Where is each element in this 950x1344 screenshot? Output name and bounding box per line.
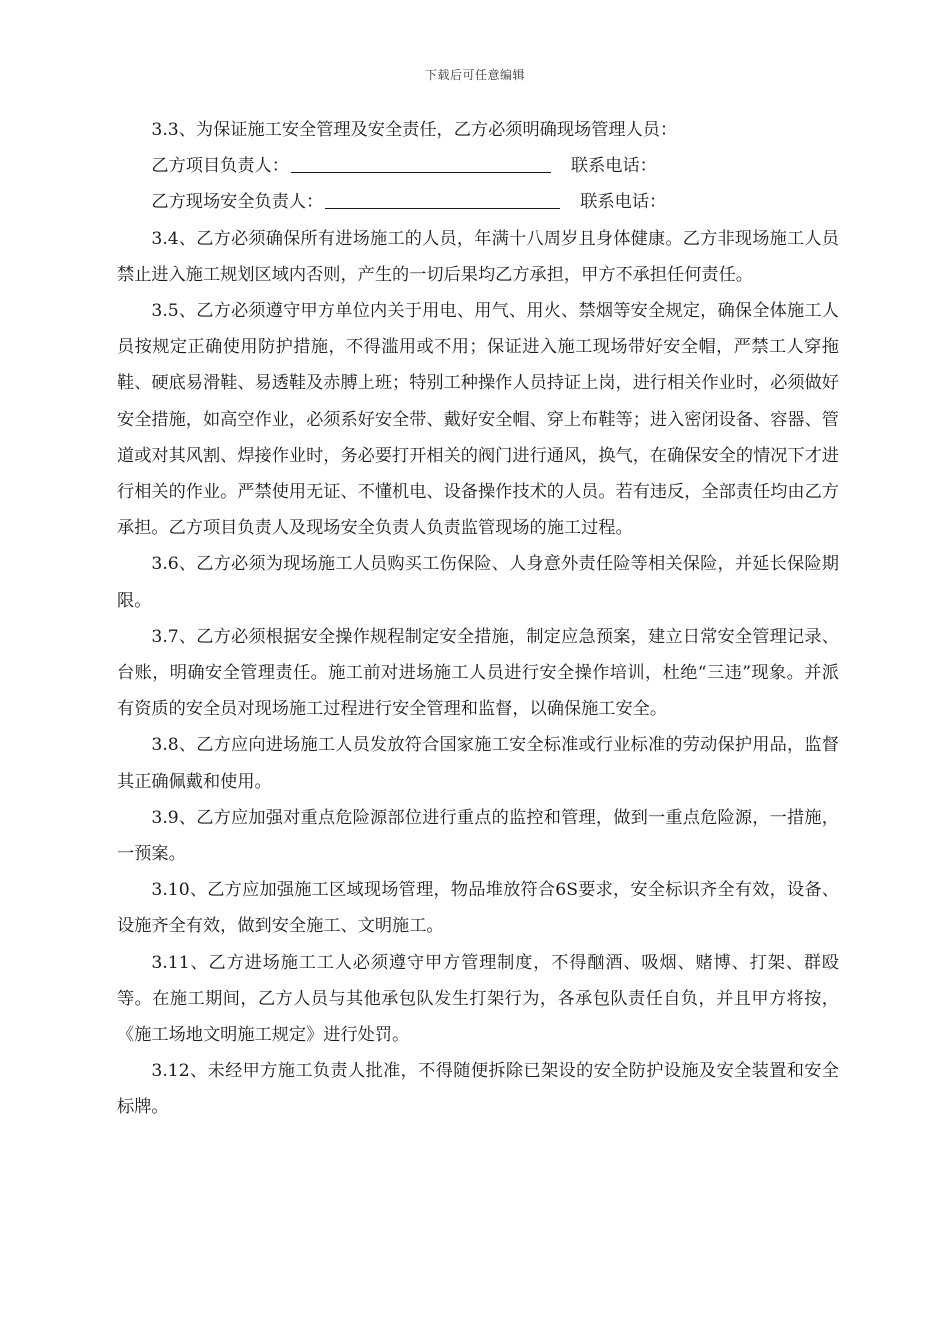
- clause-3-6: 3.6、乙方必须为现场施工人员购买工伤保险、人身意外责任险等相关保险，并延长保险期限。: [117, 554, 839, 611]
- clause-3-5: 3.5、乙方必须遵守甲方单位内关于用电、用气、用火、禁烟等安全规定，确保全体施工人员按规定正确使用防护措施，不得滥用或不用；保证进入施工现场带好安全帽，严禁工人穿拖鞋、硬底易滑鞋、易透鞋及赤膊上班；特别工种操作人员持证上岗，进行相关作业时，必须做好安全措施，如高空作业，必须系好安全带、戴好安全帽、穿上布鞋等；进入密闭设备、容器、管道或对其风割、焊接作业时，务必要打开相关的阀门进行通风，换气，在确保安全的情况下才进行相关的作业。严禁使用无证、不懂机电、设备操作技术的人员。若有违反，全部责任均由乙方承担。乙方项目负责人及现场安全负责人负责监管现场的施工过程。: [117, 301, 839, 539]
- project-manager-input[interactable]: [291, 150, 551, 173]
- safety-manager-input[interactable]: [325, 186, 560, 209]
- clause-3-8: 3.8、乙方应向进场施工人员发放符合国家施工安全标准或行业标准的劳动保护用品，监督其正确佩戴和使用。: [117, 735, 839, 792]
- clause-3-7: 3.7、乙方必须根据安全操作规程制定安全措施，制定应急预案，建立日常安全管理记录、台账，明确安全管理责任。施工前对进场施工人员进行安全操作培训，杜绝“三违”现象。并派有资质的安全员对现场施工过程进行安全管理和监督，以确保施工安全。: [117, 626, 839, 720]
- clause-3-9: 3.9、乙方应加强对重点危险源部位进行重点的监控和管理，做到一重点危险源，一措施，一预案。: [117, 807, 839, 865]
- project-manager-field-row: [117, 148, 839, 184]
- safety-manager-label: 乙方现场安全负责人：: [151, 192, 324, 213]
- page-header-watermark: 下载后可任意编辑: [424, 68, 525, 82]
- clause-3-4: 3.4、乙方必须确保所有进场施工的人员，年满十八周岁且身体健康。乙方非现场施工人员禁止进入施工规划区域内否则，产生的一切后果均乙方承担，甲方不承担任何责任。: [117, 228, 839, 285]
- document-body: [117, 112, 839, 1126]
- project-manager-label: 乙方项目负责人：: [151, 156, 289, 177]
- project-manager-phone-label: 联系电话：: [570, 156, 657, 177]
- safety-manager-phone-label: 联系电话：: [580, 192, 667, 213]
- clause-3-12: 3.12、未经甲方施工负责人批准，不得随便拆除已架设的安全防护设施及安全装置和安全标牌。: [117, 1061, 839, 1118]
- clause-3-3: 3.3、为保证施工安全管理及安全责任，乙方必须明确现场管理人员：: [151, 120, 678, 140]
- clause-3-11: 3.11、乙方进场施工工人必须遵守甲方管理制度，不得酗酒、吸烟、赌博、打架、群殴等。在施工期间，乙方人员与其他承包队发生打架行为，各承包队责任自负，并且甲方将按，《施工场地文明施工规定》进行处罚。: [117, 952, 839, 1046]
- safety-manager-field-row: [117, 184, 839, 220]
- clause-3-10: 3.10、乙方应加强施工区域现场管理，物品堆放符合6S要求，安全标识齐全有效，设备、设施齐全有效，做到安全施工、文明施工。: [117, 880, 839, 937]
